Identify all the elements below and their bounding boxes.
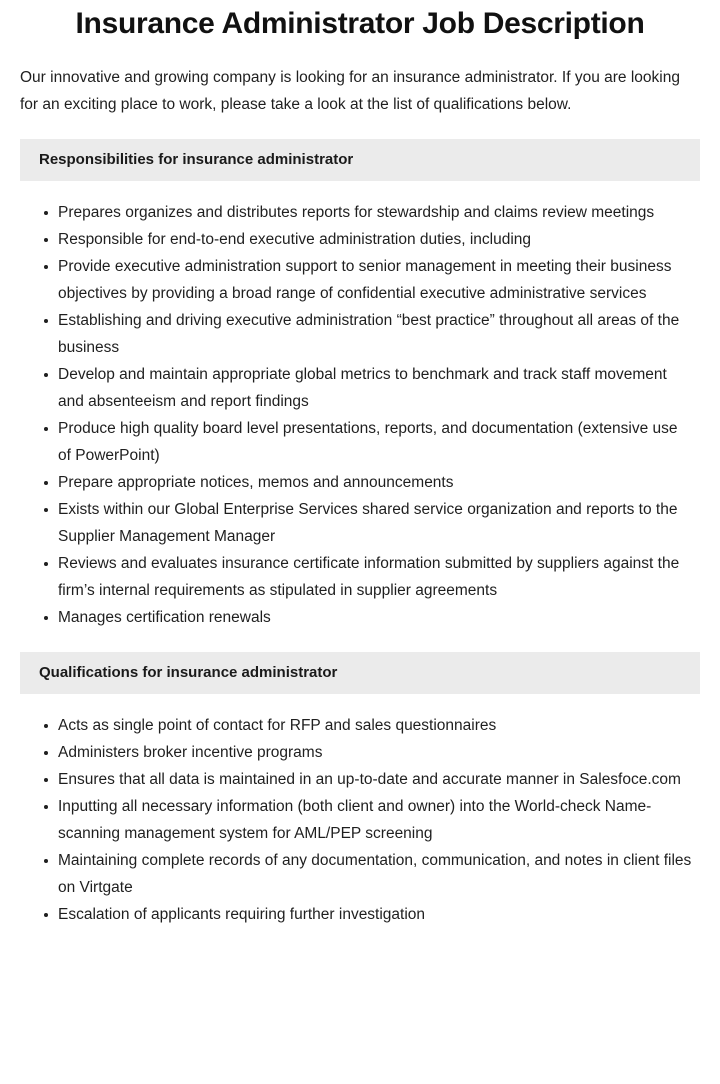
list-item: Produce high quality board level presentations, reports, and documentation (extensive use of PowerPoint): [0, 415, 720, 469]
qualifications-list: [0, 694, 720, 928]
list-item: Develop and maintain appropriate global metrics to benchmark and track staff movement and absenteeism and report findings: [0, 361, 720, 415]
section-qualifications: [0, 652, 720, 928]
section-header-responsibilities: [20, 139, 700, 181]
list-item: Ensures that all data is maintained in an up-to-date and accurate manner in Salesfoce.com: [0, 766, 720, 793]
page-title: Insurance Administrator Job Description: [75, 7, 645, 40]
list-item: Reviews and evaluates insurance certificate information submitted by suppliers against the firm’s internal requirements as stipulated in supplier agreements: [0, 550, 720, 604]
list-item: Responsible for end-to-end executive administration duties, including: [0, 226, 720, 253]
intro-paragraph: Our innovative and growing company is looking for an insurance administrator. If you are looking for an exciting place to work, please take a look at the list of qualifications below.: [20, 69, 680, 113]
list-item: Provide executive administration support to senior management in meeting their business objectives by providing a broad range of confidential executive administrative services: [0, 253, 720, 307]
section-header-qualifications: [20, 652, 700, 694]
list-item: Administers broker incentive programs: [0, 739, 720, 766]
list-item: Acts as single point of contact for RFP and sales questionnaires: [0, 712, 720, 739]
responsibilities-list: [0, 181, 720, 631]
section-responsibilities: [0, 139, 720, 631]
list-item: Prepare appropriate notices, memos and announcements: [0, 469, 720, 496]
section-heading-label: Responsibilities for insurance administrator: [39, 151, 354, 168]
list-item: Maintaining complete records of any documentation, communication, and notes in client files on Virtgate: [0, 847, 720, 901]
list-item: Exists within our Global Enterprise Services shared service organization and reports to the Supplier Management Manager: [0, 496, 720, 550]
list-item: Inputting all necessary information (both client and owner) into the World-check Name-scanning management system for AML/PEP screening: [0, 793, 720, 847]
list-item: Establishing and driving executive administration “best practice” throughout all areas of the business: [0, 307, 720, 361]
section-heading-label: Qualifications for insurance administrator: [39, 664, 338, 681]
list-item: Escalation of applicants requiring further investigation: [0, 901, 720, 928]
list-item: Prepares organizes and distributes reports for stewardship and claims review meetings: [0, 199, 720, 226]
list-item: Manages certification renewals: [0, 604, 720, 631]
